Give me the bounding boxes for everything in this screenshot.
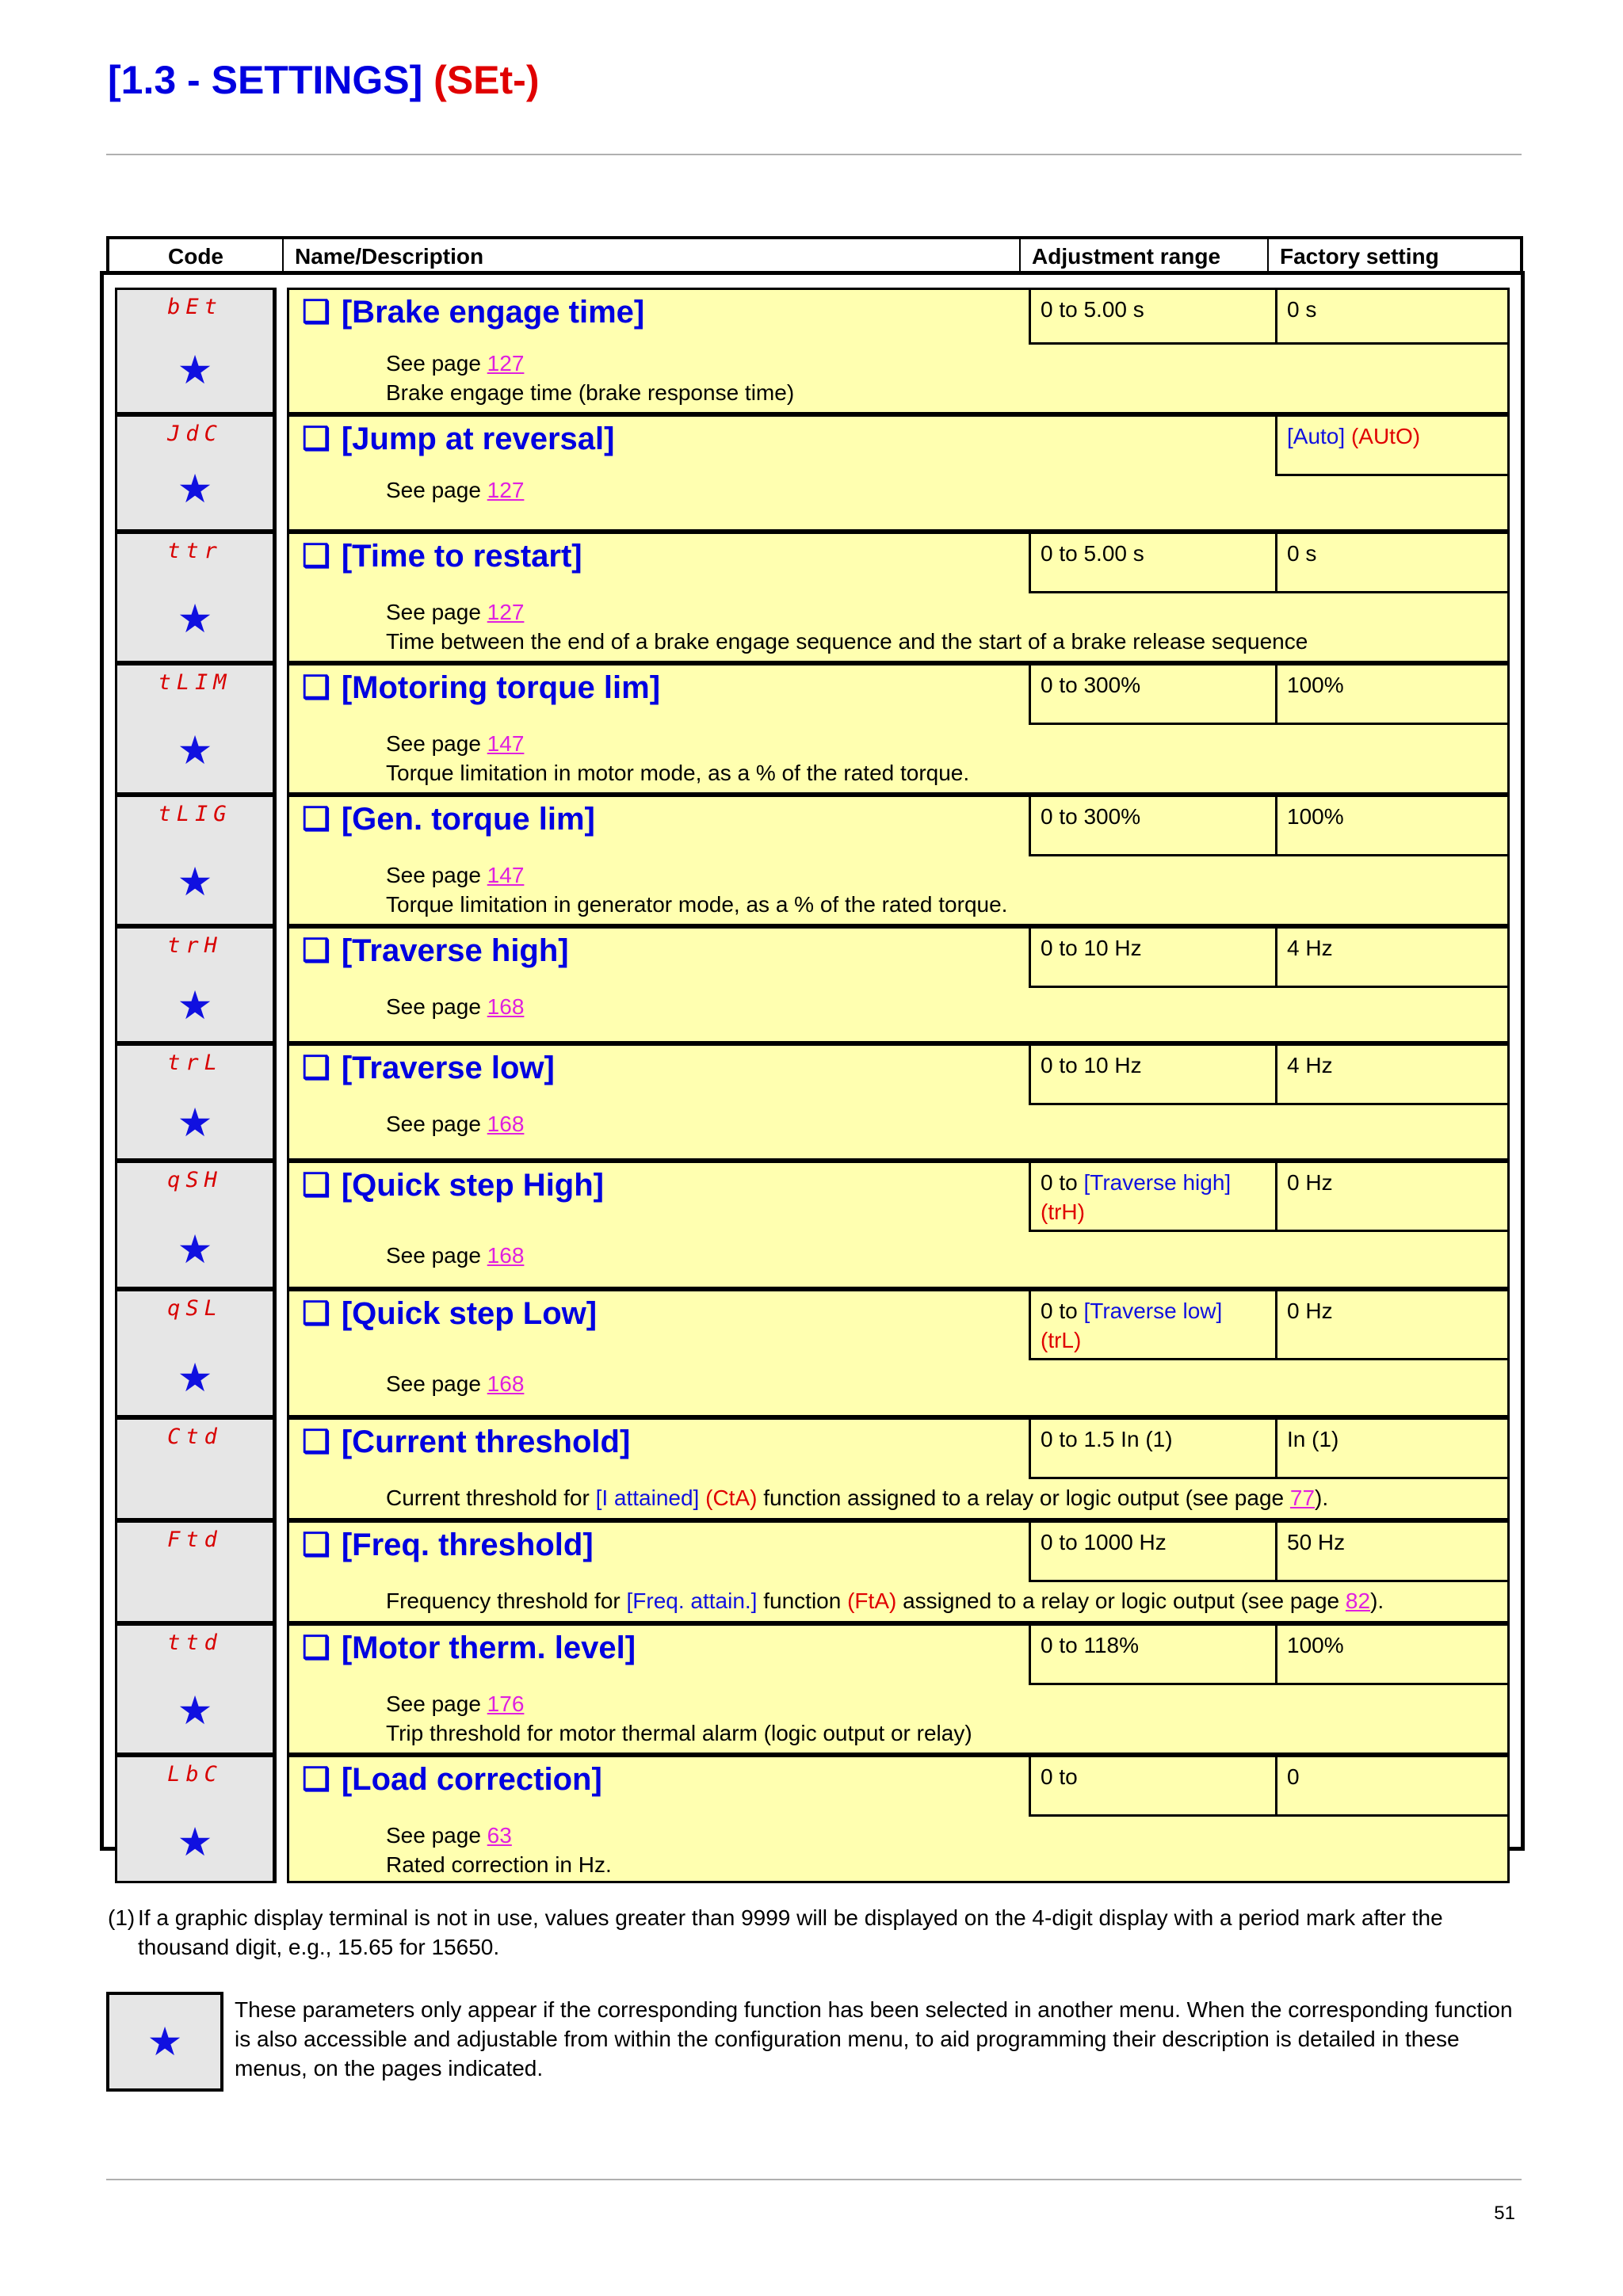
factory-cell: 100% xyxy=(1275,795,1510,856)
description-cell xyxy=(289,663,1510,795)
checkbox-icon: ❑ xyxy=(302,802,330,837)
star-icon: ★ xyxy=(177,1227,213,1272)
footnote-text: If a graphic display terminal is not in use, values greater than 9999 will be displayed on the 4-digit display with a period mark after the thousand digit, e.g., 15.65 for 15650. xyxy=(138,1905,1443,1959)
column-separator xyxy=(275,414,289,532)
column-separator xyxy=(275,1755,289,1883)
param-code: JdC xyxy=(167,421,223,446)
column-separator xyxy=(275,1043,289,1161)
description-cell xyxy=(289,414,1510,532)
table-row xyxy=(115,663,1510,795)
page-link[interactable]: 147 xyxy=(487,731,525,756)
checkbox-icon: ❑ xyxy=(302,1168,330,1203)
description-text: Brake engage time (brake response time) xyxy=(386,380,795,405)
see-page: See page 63 xyxy=(386,1823,512,1848)
description-text: Time between the end of a brake engage sequence and the start of a brake release sequence xyxy=(386,629,1308,654)
column-separator xyxy=(275,663,289,795)
table-row xyxy=(115,1623,1510,1755)
table-row xyxy=(115,532,1510,663)
page-link[interactable]: 77 xyxy=(1289,1486,1316,1510)
range-cell: 0 to 118% xyxy=(1029,1623,1277,1685)
see-page: See page 127 xyxy=(386,351,525,376)
column-separator xyxy=(275,1520,289,1623)
code-cell xyxy=(115,532,275,663)
star-icon: ★ xyxy=(147,2019,183,2064)
param-code: qSL xyxy=(167,1296,223,1321)
see-page: See page 127 xyxy=(386,478,525,502)
checkbox-icon: ❑ xyxy=(302,933,330,968)
description-cell xyxy=(289,532,1510,663)
range-cell: 0 to 5.00 s xyxy=(1029,532,1277,593)
checkbox-icon: ❑ xyxy=(302,670,330,705)
checkbox-icon: ❑ xyxy=(302,421,330,456)
param-code: ttr xyxy=(167,539,223,563)
range-cell: 0 to [Traverse low] (trL) xyxy=(1029,1289,1277,1360)
column-separator xyxy=(275,532,289,663)
legend-star-box xyxy=(106,1992,223,2092)
param-name: ❑ [Quick step High] xyxy=(302,1168,604,1203)
star-icon: ★ xyxy=(177,348,213,392)
range-cell: 0 to 300% xyxy=(1029,663,1277,725)
page-link[interactable]: 127 xyxy=(487,600,525,624)
star-icon: ★ xyxy=(177,1100,213,1145)
param-name: ❑ [Brake engage time] xyxy=(302,295,645,330)
range-cell: 0 to 1.5 In (1) xyxy=(1029,1417,1277,1479)
checkbox-icon: ❑ xyxy=(302,1296,330,1331)
param-name: ❑ [Load correction] xyxy=(302,1762,602,1797)
table-row xyxy=(115,1289,1510,1417)
factory-cell: 4 Hz xyxy=(1275,926,1510,988)
code-cell xyxy=(115,663,275,795)
table-header xyxy=(106,236,1523,273)
factory-cell: 100% xyxy=(1275,663,1510,725)
code-cell xyxy=(115,288,275,414)
factory-cell: [Auto] (AUtO) xyxy=(1275,414,1510,476)
page-link[interactable]: 82 xyxy=(1345,1589,1371,1613)
param-name: ❑ [Motoring torque lim] xyxy=(302,670,661,705)
page-title xyxy=(108,57,539,103)
param-name: ❑ [Motor therm. level] xyxy=(302,1630,636,1665)
param-name: ❑ [Quick step Low] xyxy=(302,1296,598,1331)
code-cell xyxy=(115,414,275,532)
param-code: trH xyxy=(167,933,223,958)
table-row xyxy=(115,288,1510,414)
page-number: 51 xyxy=(1494,2203,1515,2224)
star-icon: ★ xyxy=(177,597,213,641)
range-cell: 0 to 10 Hz xyxy=(1029,1043,1277,1105)
header-code: Code xyxy=(109,239,284,273)
range-cell: 0 to 10 Hz xyxy=(1029,926,1277,988)
title-code: (SEt-) xyxy=(433,58,540,102)
checkbox-icon: ❑ xyxy=(302,539,330,574)
factory-cell: 0 Hz xyxy=(1275,1289,1510,1360)
see-page: See page 168 xyxy=(386,1112,525,1136)
code-cell xyxy=(115,926,275,1043)
description-cell xyxy=(289,1417,1510,1520)
code-cell xyxy=(115,1755,275,1883)
range-cell: 0 to 300% xyxy=(1029,795,1277,856)
param-name: ❑ [Current threshold] xyxy=(302,1425,631,1459)
param-code: qSH xyxy=(167,1168,223,1192)
column-separator xyxy=(275,1623,289,1755)
param-code: ttd xyxy=(167,1630,223,1655)
code-cell xyxy=(115,795,275,926)
top-divider xyxy=(106,154,1522,155)
page-link[interactable]: 127 xyxy=(487,351,525,376)
page-link[interactable]: 168 xyxy=(487,1112,525,1136)
bottom-divider xyxy=(106,2179,1522,2180)
description-cell xyxy=(289,1289,1510,1417)
star-icon: ★ xyxy=(177,860,213,904)
param-code: bEt xyxy=(167,295,223,319)
table-row xyxy=(115,414,1510,532)
page-link[interactable]: 168 xyxy=(487,1371,525,1396)
settings-table xyxy=(100,271,1525,1877)
param-code: trL xyxy=(167,1051,223,1075)
checkbox-icon: ❑ xyxy=(302,1425,330,1459)
param-name: ❑ [Time to restart] xyxy=(302,539,582,574)
see-page: See page 168 xyxy=(386,994,525,1019)
see-page: See page 147 xyxy=(386,731,525,756)
footnote-mark: (1) xyxy=(108,1905,136,1930)
factory-cell: 100% xyxy=(1275,1623,1510,1685)
param-name: ❑ [Traverse high] xyxy=(302,933,569,968)
star-icon: ★ xyxy=(177,1688,213,1733)
see-page: See page 147 xyxy=(386,863,525,887)
page-link[interactable]: 176 xyxy=(487,1691,525,1716)
range-cell: 0 to 5.00 s xyxy=(1029,288,1277,345)
param-name: ❑ [Gen. torque lim] xyxy=(302,802,595,837)
description-text: Rated correction in Hz. xyxy=(386,1852,612,1877)
description-cell xyxy=(289,1755,1510,1883)
legend-text: These parameters only appear if the corresponding function has been selected in another menu. When the corresponding function is also accessible and adjustable from within the configuration menu, to aid programming their description is detailed in these menus, on the pages indicated. xyxy=(235,1997,1513,2081)
factory-cell: 50 Hz xyxy=(1275,1520,1510,1582)
description-text: Current threshold for [I attained] (CtA) function assigned to a relay or logic output (see page 77). xyxy=(386,1486,1329,1510)
param-code: tLIG xyxy=(158,802,232,826)
see-page: See page 176 xyxy=(386,1691,525,1716)
param-code: tLIM xyxy=(158,670,232,695)
description-text: Torque limitation in motor mode, as a % of the rated torque. xyxy=(386,761,970,785)
table-row xyxy=(115,1043,1510,1161)
checkbox-icon: ❑ xyxy=(302,1762,330,1797)
table-row xyxy=(115,1417,1510,1520)
description-cell xyxy=(289,1520,1510,1623)
param-name: ❑ [Jump at reversal] xyxy=(302,421,615,456)
param-name: ❑ [Traverse low] xyxy=(302,1051,555,1085)
star-icon: ★ xyxy=(177,467,213,511)
range-cell: 0 to [Traverse high] (trH) xyxy=(1029,1161,1277,1232)
code-cell xyxy=(115,1161,275,1289)
description-cell xyxy=(289,1161,1510,1289)
description-cell xyxy=(289,1623,1510,1755)
code-cell xyxy=(115,1520,275,1623)
checkbox-icon: ❑ xyxy=(302,295,330,330)
factory-cell: In (1) xyxy=(1275,1417,1510,1479)
page-link[interactable]: 168 xyxy=(487,994,525,1019)
factory-cell: 4 Hz xyxy=(1275,1043,1510,1105)
header-range: Adjustment range xyxy=(1021,239,1269,273)
description-cell xyxy=(289,926,1510,1043)
star-icon: ★ xyxy=(177,1356,213,1400)
column-separator xyxy=(275,926,289,1043)
description-cell xyxy=(289,795,1510,926)
param-code: LbC xyxy=(167,1762,223,1787)
factory-cell: 0 xyxy=(1275,1755,1510,1817)
factory-cell: 0 Hz xyxy=(1275,1161,1510,1232)
star-icon: ★ xyxy=(177,728,213,772)
checkbox-icon: ❑ xyxy=(302,1527,330,1562)
table-row xyxy=(115,1755,1510,1883)
range-cell: 0 to 1000 Hz xyxy=(1029,1520,1277,1582)
page-link[interactable]: 127 xyxy=(487,478,525,502)
code-cell xyxy=(115,1623,275,1755)
column-separator xyxy=(275,795,289,926)
code-cell xyxy=(115,1417,275,1520)
column-separator xyxy=(275,288,289,414)
code-cell xyxy=(115,1289,275,1417)
code-cell xyxy=(115,1043,275,1161)
checkbox-icon: ❑ xyxy=(302,1630,330,1665)
header-name: Name/Description xyxy=(284,239,1021,273)
page-link[interactable]: 168 xyxy=(487,1243,525,1268)
header-factory: Factory setting xyxy=(1280,244,1439,269)
see-page: See page 127 xyxy=(386,600,525,624)
star-icon: ★ xyxy=(177,983,213,1028)
param-code: Ftd xyxy=(167,1527,223,1552)
description-cell xyxy=(289,1043,1510,1161)
column-separator xyxy=(275,1289,289,1417)
column-separator xyxy=(275,1417,289,1520)
factory-cell: 0 s xyxy=(1275,288,1510,345)
description-text: Trip threshold for motor thermal alarm (logic output or relay) xyxy=(386,1721,972,1745)
table-row xyxy=(115,1520,1510,1623)
see-page: See page 168 xyxy=(386,1243,525,1268)
table-row xyxy=(115,1161,1510,1289)
page-link[interactable]: 147 xyxy=(487,863,525,887)
checkbox-icon: ❑ xyxy=(302,1051,330,1085)
table-row xyxy=(115,795,1510,926)
description-cell xyxy=(289,288,1510,414)
column-separator xyxy=(275,1161,289,1289)
description-text: Frequency threshold for [Freq. attain.] function (FtA) assigned to a relay or logic output (see page 82). xyxy=(386,1589,1384,1613)
param-name: ❑ [Freq. threshold] xyxy=(302,1527,594,1562)
range-cell: 0 to xyxy=(1029,1755,1277,1817)
param-code: Ctd xyxy=(167,1425,223,1449)
factory-cell: 0 s xyxy=(1275,532,1510,593)
footnote xyxy=(108,1903,1526,1962)
see-page: See page 168 xyxy=(386,1371,525,1396)
table-row xyxy=(115,926,1510,1043)
description-text: Torque limitation in generator mode, as a % of the rated torque. xyxy=(386,892,1008,917)
page-link[interactable]: 63 xyxy=(487,1823,512,1848)
star-icon: ★ xyxy=(177,1820,213,1864)
title-main: [1.3 - SETTINGS] xyxy=(108,58,423,102)
